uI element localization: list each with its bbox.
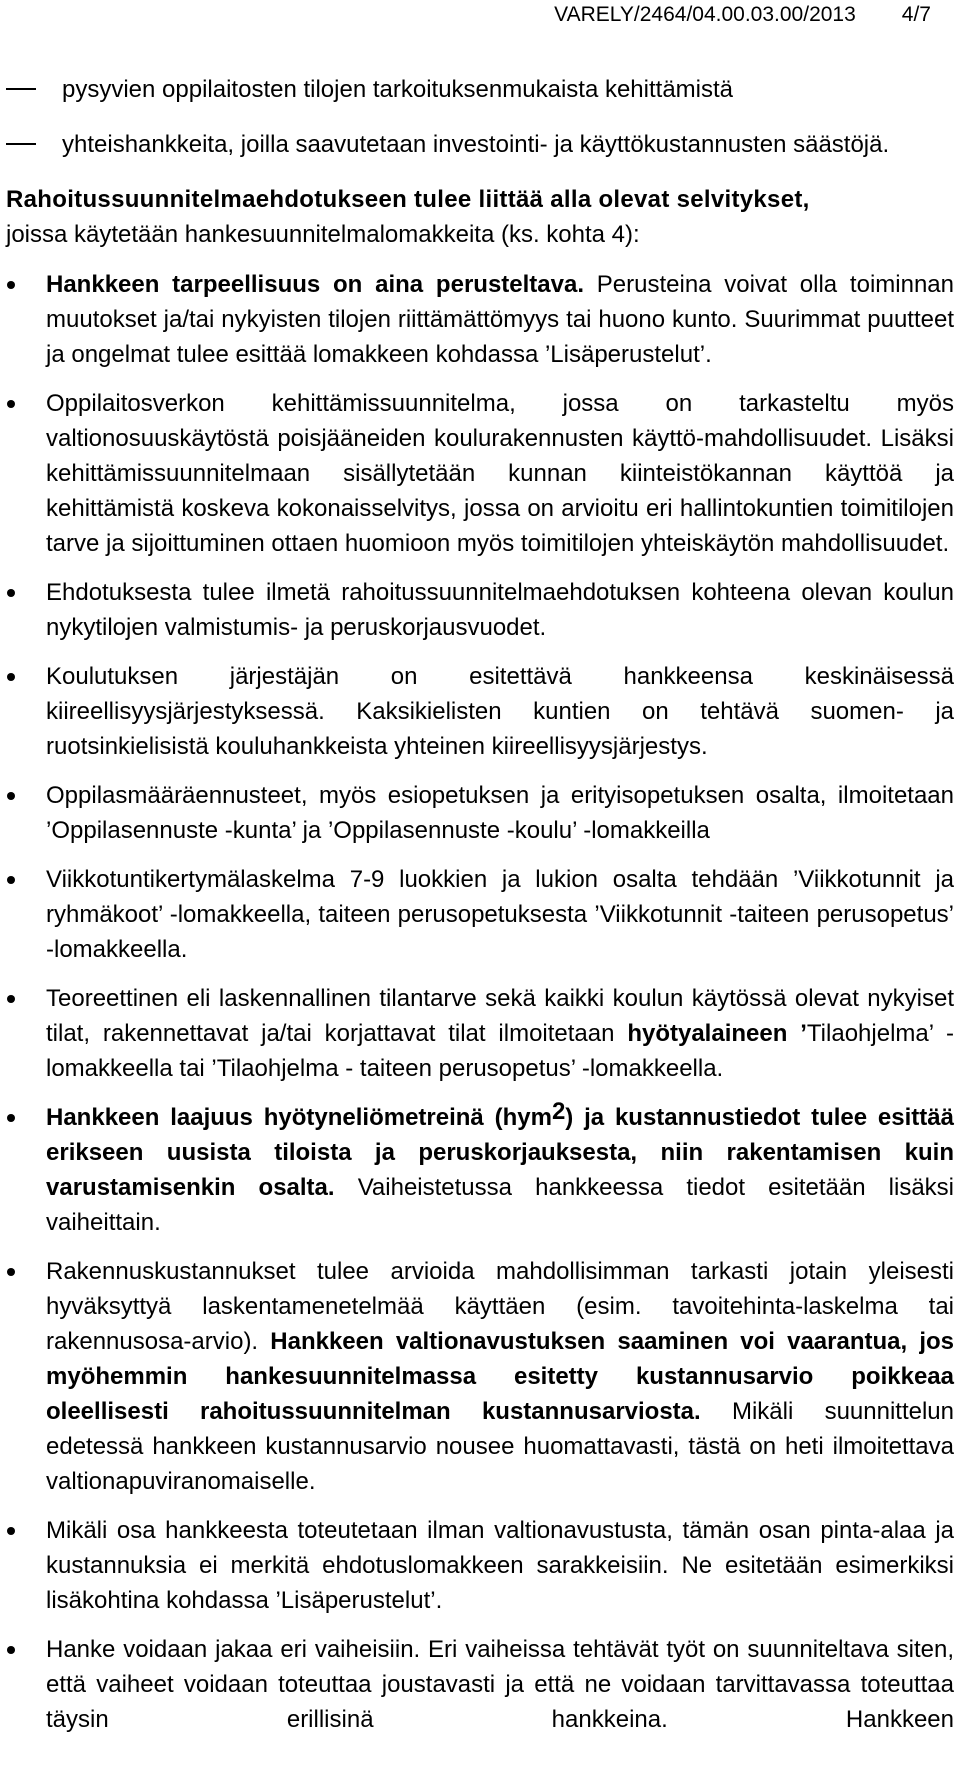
bullet-dot xyxy=(7,400,15,408)
bullet-dot xyxy=(7,1646,15,1654)
bullet-dot xyxy=(7,1527,15,1535)
bullet-item-tarpeellisuus xyxy=(6,267,954,372)
page-header xyxy=(554,3,931,27)
intro-bold-text: Rahoitussuunnitelmaehdotukseen tulee liittää alla olevat selvitykset, xyxy=(6,186,810,213)
bullet-item-viikkotunnit xyxy=(6,862,954,967)
bullet-dot xyxy=(7,792,15,800)
bullet-bold-text: Hankkeen valtionavustuksen saaminen voi vaarantua, jos myöhemmin hankesuunnitelmassa esitetty kustannusarvio poikkeaa oleellisesti rahoitussuunnitelman kustannusarviosta. xyxy=(46,1328,955,1425)
bullet-bold-text: Hankkeen tarpeellisuus on aina perusteltava. xyxy=(46,271,584,298)
bullet-dot xyxy=(7,876,15,884)
page-number: 4/7 xyxy=(901,3,931,26)
bullet-item-oppilasennusteet xyxy=(6,778,954,848)
bullet-bold-text: Hankkeen laajuus hyötyneliömetreinä (hym xyxy=(46,1104,552,1131)
dash-list-item xyxy=(6,127,954,162)
bullet-item-oppilaitosverkko xyxy=(6,386,954,561)
document-reference: VARELY/2464/04.00.03.00/2013 xyxy=(554,3,856,26)
bullet-text: Teoreettinen eli laskennallinen tilantarve sekä kaikki koulun käytössä olevat nykyiset tilat, rakennettavat ja/tai korjattavat tilat ilmoitetaan xyxy=(46,985,954,1047)
bullet-text: Vaiheistetussa hankkeessa tiedot esitetään lisäksi vaiheittain. xyxy=(46,1174,955,1236)
bullet-dot xyxy=(7,673,15,681)
bullet-dot xyxy=(7,589,15,597)
bullet-item-kiireellisyys xyxy=(6,659,954,764)
bullet-dot xyxy=(7,995,15,1003)
bullet-text: Tilaohjelma’ -lomakkeella tai ’Tilaohjelma - taiteen perusopetus’ -lomakkeella. xyxy=(46,1020,955,1082)
bullet-item-valmistumisvuodet xyxy=(6,575,954,645)
bullet-item-ilman-valtionavustusta xyxy=(6,1513,954,1618)
bullet-text: Ehdotuksesta tulee ilmetä rahoitussuunnitelmaehdotuksen kohteena olevan koulun nykytilojen valmistumis- ja peruskorjausvuodet. xyxy=(46,579,954,641)
bullet-dot xyxy=(7,1114,15,1122)
bullet-text: Koulutuksen järjestäjän on esitettävä hankkeensa keskinäisessä kiireellisyysjärjestyksessä. Kaksikielisten kuntien on tehtävä suomen- ja ruotsinkielisistä kouluhankkeista yhteinen kiireellisyysjärjestys. xyxy=(46,663,954,760)
bullet-dot xyxy=(7,1268,15,1276)
bullet-text: Rakennuskustannukset tulee arvioida mahdollisimman tarkasti jotain yleisesti hyväksyttyä laskentamenetelmää käyttäen (esim. tavoitehinta-laskelma tai rakennusosa-arvio). xyxy=(46,1258,954,1355)
superscript: 2 xyxy=(551,1098,566,1125)
bullet-text: Oppilasmääräennusteet, myös esiopetuksen ja erityisopetuksen osalta, ilmoitetaan ’Oppilasennuste -kunta’ ja ’Oppilasennuste -koulu’ -lomakkeilla xyxy=(46,782,954,844)
intro-text: joissa käytetään hankesuunnitelmalomakkeita (ks. kohta 4): xyxy=(6,221,640,248)
bullet-text: Mikäli osa hankkeesta toteutetaan ilman valtionavustusta, tämän osan pinta-alaa ja kustannuksia ei merkitä ehdotuslomakkeen sarakkeisiin. Ne esitetään esimerkiksi lisäkohtina kohdassa ’Lisäperustelut’. xyxy=(46,1517,954,1614)
bullet-text: Hanke voidaan jakaa eri vaiheisiin. Eri vaiheissa tehtävät työt on suunniteltava siten, että vaiheet voidaan toteuttaa joustavasti ja että ne voidaan tarvittavassa toteuttaa täysin erillisinä hankkeina. Hankkeen xyxy=(46,1636,954,1733)
bullet-item-rakennuskustannukset xyxy=(6,1254,954,1499)
dash-marker xyxy=(6,88,36,90)
bullet-text: Viikkotuntikertymälaskelma 7-9 luokkien ja lukion osalta tehdään ’Viikkotunnit ja ryhmäkoot’ -lomakkeella, taiteen perusopetuksesta ’Viikkotunnit -taiteen perusopetus’ -lomakkeella. xyxy=(46,866,954,963)
dash-item-text: pysyvien oppilaitosten tilojen tarkoituksenmukaista kehittämistä xyxy=(62,76,734,103)
bullet-item-vaiheet xyxy=(6,1632,954,1737)
bullet-text: Mikäli suunnittelun edetessä hankkeen kustannusarvio nousee huomattavasti, tästä on heti ilmoitettava valtionapuviranomaiselle. xyxy=(46,1398,955,1495)
bullet-dot xyxy=(7,281,15,289)
bullet-bold-text: ) ja kustannustiedot tulee esittää erikseen uusista tiloista ja peruskorjauksesta, niin rakentamisen kuin varustamisenkin osalta. xyxy=(46,1104,954,1201)
bullet-text: Perusteina voivat olla toiminnan muutokset ja/tai nykyisten tilojen riittämättömyys tai huono kunto. Suurimmat puutteet ja ongelmat tulee esittää lomakkeen kohdassa ’Lisäperustelut’. xyxy=(46,271,954,368)
bullet-item-tilantarve xyxy=(6,981,954,1086)
bullet-item-laajuus xyxy=(6,1100,954,1240)
dash-item-text: yhteishankkeita, joilla saavutetaan investointi- ja käyttökustannusten säästöjä. xyxy=(62,131,890,158)
bullet-bold-text: hyötyalaineen ’ xyxy=(627,1020,807,1047)
bullet-text: Oppilaitosverkon kehittämissuunnitelma, jossa on tarkasteltu myös valtionosuuskäytöstä poisjääneiden koulurakennusten käyttö-mahdollisuudet. Lisäksi kehittämissuunnitelmaan sisällytetään kunnan kiinteistökannan käyttöä ja kehittämistä koskeva kokonaisselvitys, jossa on arvioitu eri hallintokuntien toimitilojen tarve ja sijoittuminen ottaen huomioon myös toimitilojen yhteiskäytön mahdollisuudet. xyxy=(46,390,954,557)
dash-list-item xyxy=(6,72,954,107)
dash-marker xyxy=(6,143,36,145)
document-body xyxy=(6,72,954,1751)
intro-paragraph xyxy=(6,182,954,252)
